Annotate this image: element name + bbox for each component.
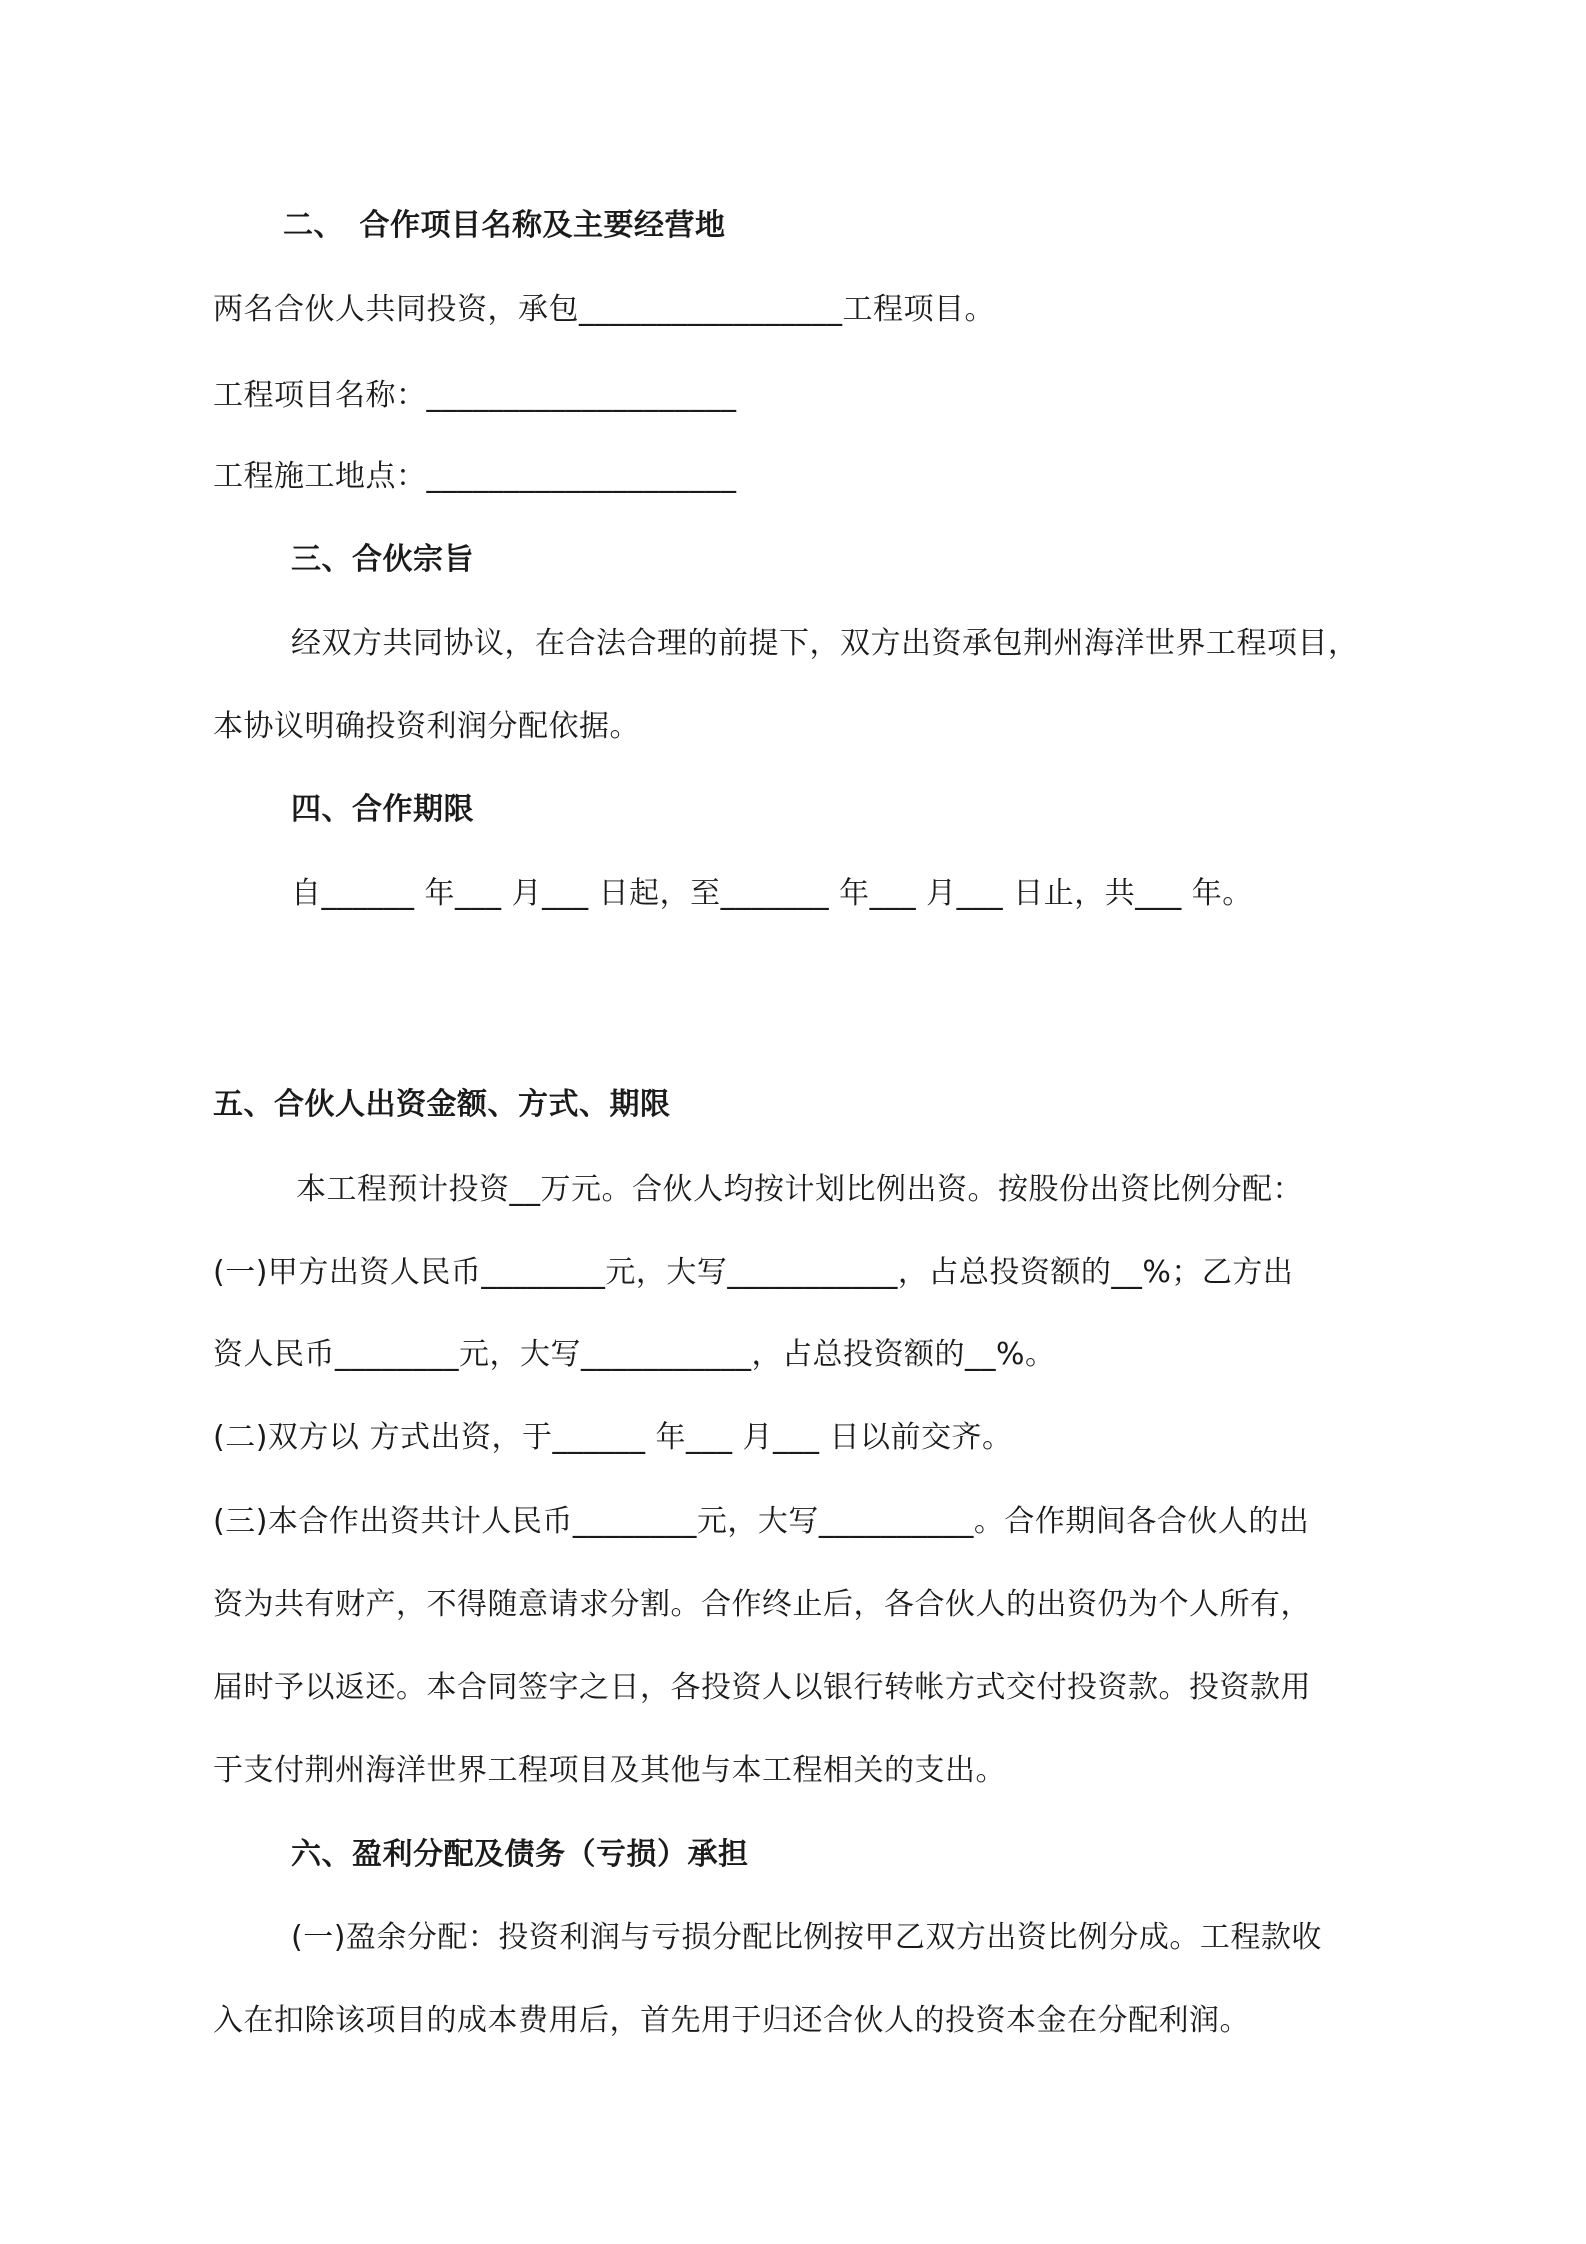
section-2-contract-line: 两名合伙人共同投资，承包_________________工程项目。 bbox=[213, 292, 995, 327]
section-5-item-1-line-1: (一)甲方出资人民币________元，大写___________，占总投资额的__%；乙方出 bbox=[213, 1255, 1294, 1290]
section-5-item-3-line-3: 届时予以返还。本合同签字之日，各投资人以银行转帐方式交付投资款。投资款用 bbox=[213, 1670, 1311, 1705]
section-6-heading: 六、盈利分配及债务（亏损）承担 bbox=[291, 1837, 749, 1872]
section-6-item-1-line-2: 入在扣除该项目的成本费用后，首先用于归还合伙人的投资本金在分配利润。 bbox=[213, 2003, 1250, 2038]
section-5-item-1-line-2: 资人民币________元，大写___________，占总投资额的__%。 bbox=[213, 1337, 1056, 1372]
section-2-project-name-line: 工程项目名称：____________________ bbox=[213, 378, 737, 413]
section-5-item-3-line-2: 资为共有财产，不得随意请求分割。合作终止后，各合伙人的出资仍为个人所有， bbox=[213, 1587, 1311, 1622]
section-2-site-line: 工程施工地点：____________________ bbox=[213, 459, 737, 494]
section-3-paragraph-line-2: 本协议明确投资利润分配依据。 bbox=[213, 709, 640, 744]
section-3-paragraph-line-1: 经双方共同协议，在合法合理的前提下，双方出资承包荆州海洋世界工程项目， bbox=[291, 626, 1359, 661]
section-6-item-1-line-1: (一)盈余分配：投资利润与亏损分配比例按甲乙双方出资比例分成。工程款收 bbox=[291, 1920, 1322, 1955]
section-5-item-2-line: (二)双方以 方式出资，于______ 年___ 月___ 日以前交齐。 bbox=[213, 1420, 1013, 1455]
section-4-term-line: 自______ 年___ 月___ 日起，至_______ 年___ 月___ 日止，共___ 年。 bbox=[291, 876, 1253, 911]
section-5-heading: 五、合伙人出资金额、方式、期限 bbox=[213, 1087, 671, 1122]
section-5-item-3-line-1: (三)本合作出资共计人民币________元，大写__________。合作期间各合伙人的出 bbox=[213, 1504, 1310, 1539]
section-5-intro-line: 本工程预计投资__万元。合伙人均按计划比例出资。按股份出资比例分配： bbox=[296, 1172, 1303, 1207]
section-4-heading: 四、合作期限 bbox=[291, 792, 474, 827]
section-5-item-3-line-4: 于支付荆州海洋世界工程项目及其他与本工程相关的支出。 bbox=[213, 1753, 1006, 1788]
section-3-heading: 三、合伙宗旨 bbox=[291, 542, 474, 577]
section-2-heading: 二、 合作项目名称及主要经营地 bbox=[283, 208, 726, 243]
